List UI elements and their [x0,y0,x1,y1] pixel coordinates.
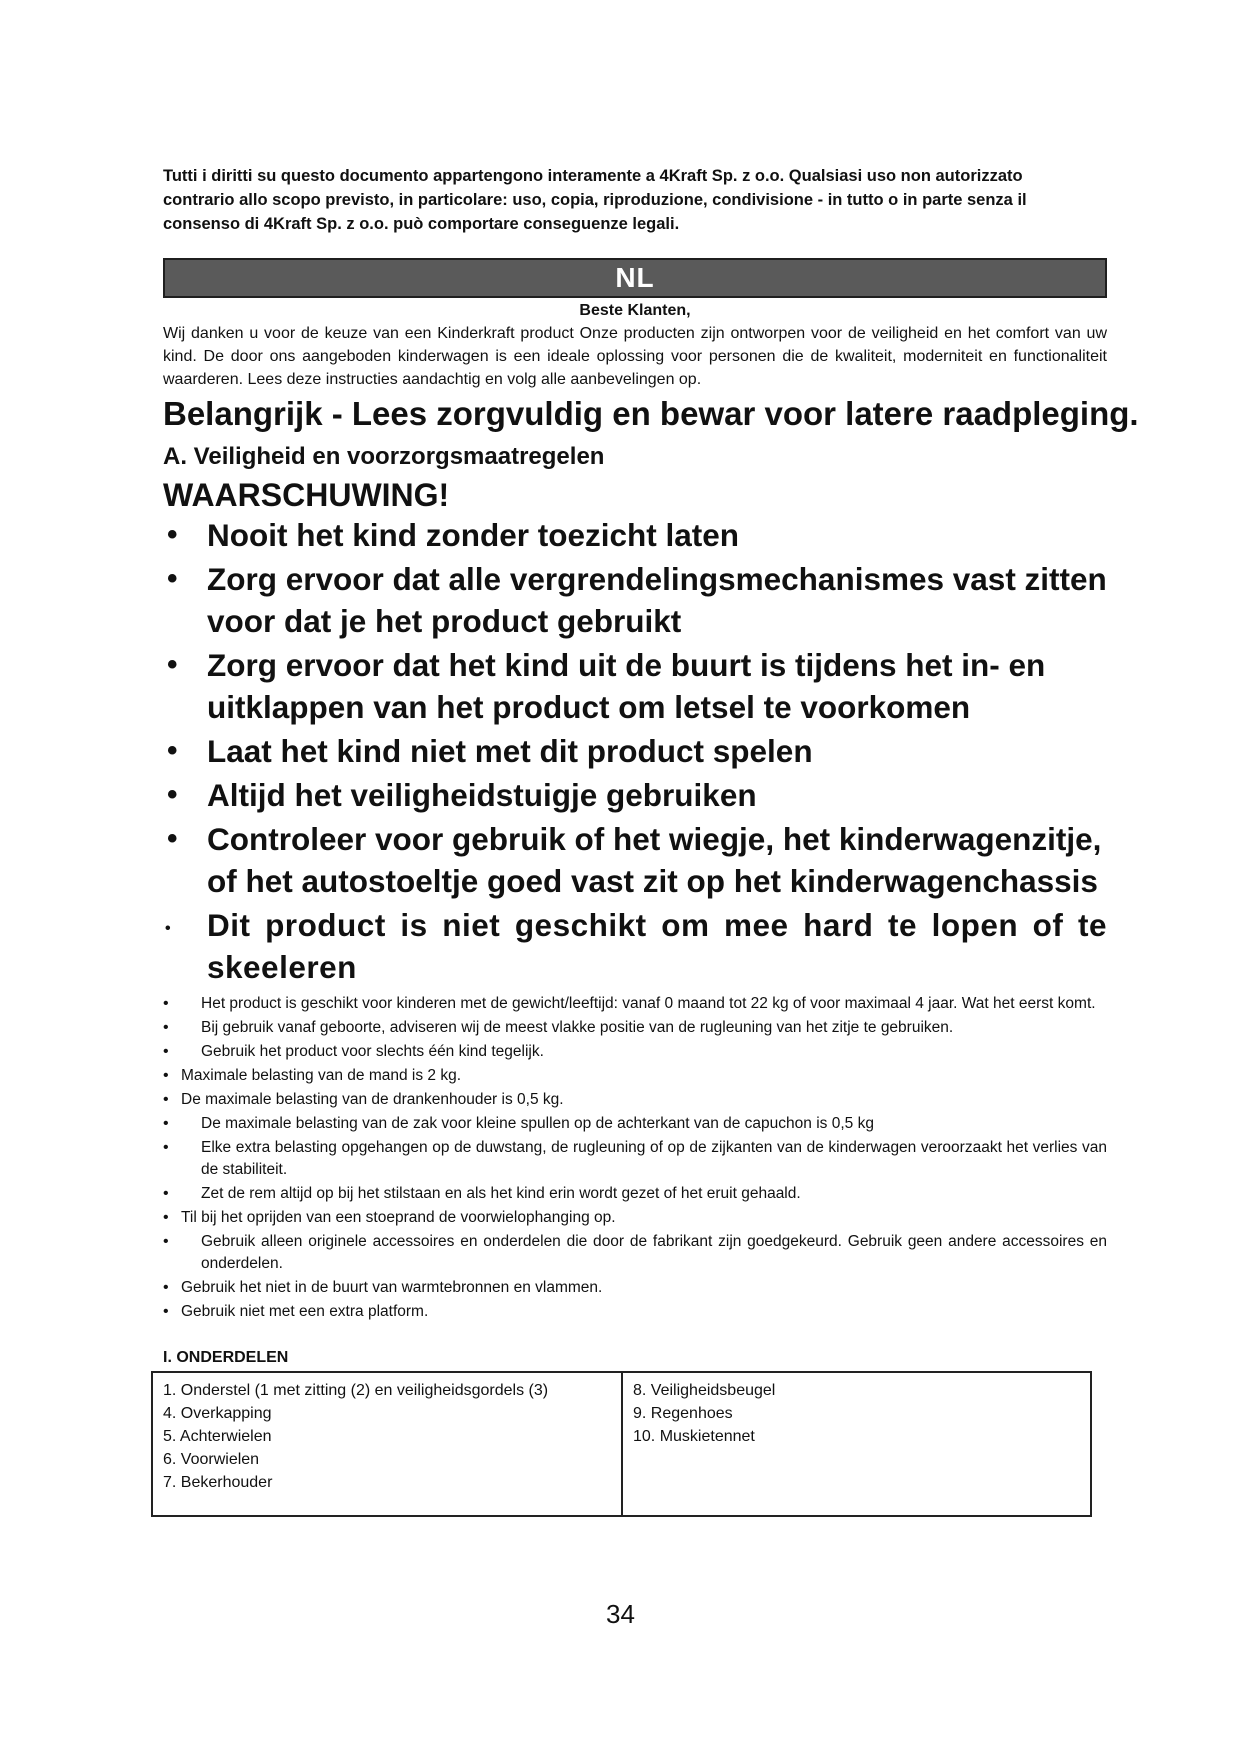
bullet-icon: • [163,1303,169,1320]
list-item: • Gebruik alleen originele accessoires en onderdelen die door de fabrikant zijn goedgekeurd. Gebruik geen andere accessoires en onderdelen. [163,1233,1107,1272]
bullet-icon: • [163,995,169,1012]
bullet-icon: • [163,1209,169,1226]
list-item: • Altijd het veiligheidstuigje gebruiken [163,774,1107,816]
bullet-icon: • [167,518,178,551]
parts-table [151,1371,1092,1517]
bullet-icon: • [163,1185,169,1202]
bullet-icon: • [167,734,178,767]
list-item: • Het product is geschikt voor kinderen met de gewicht/leeftijd: vanaf 0 maand tot 22 kg of voor maximaal 4 jaar. Wat het eerst komt. [163,993,1107,1015]
parts-item: 8. Veiligheidsbeugel [633,1382,776,1399]
parts-item: 1. Onderstel (1 met zitting (2) en veiligheidsgordels (3) [163,1382,549,1399]
bullet-icon: • [165,920,171,937]
list-item: • Zorg ervoor dat het kind uit de buurt is tijdens het in- en uitklappen van het product om letsel te voorkomen [163,644,1107,728]
list-item: • De maximale belasting van de zak voor kleine spullen op de achterkant van de capuchon is 0,5 kg [163,1113,1107,1135]
list-item: • Elke extra belasting opgehangen op de duwstang, de rugleuning of op de zijkanten van de kinderwagen veroorzaakt het verlies van de stabiliteit. [163,1139,1107,1178]
parts-column-left [153,1373,623,1515]
list-item: • Zorg ervoor dat alle vergrendelingsmechanismes vast zitten voor dat je het product gebruikt [163,558,1107,642]
language-banner [163,258,1107,298]
list-item: • Dit product is niet geschikt om mee hard te lopen of te skeeleren [165,907,1107,985]
bullet-icon: • [163,1139,169,1156]
bullet-icon: • [163,1279,169,1296]
bullet-icon: • [163,1091,169,1108]
parts-item: 4. Overkapping [163,1405,272,1422]
copyright-notice: Tutti i diritti su questo documento appartengono interamente a 4Kraft Sp. z o.o. Qualsiasi uso non autorizzato contrario allo scopo previsto, in particolare: uso, copia, riproduzione, condivisione - in tutto o in parte senza il consenso di 4Kraft Sp. z o.o. può comportare conseguenze legali. [163,167,1027,233]
parts-item: 7. Bekerhouder [163,1474,273,1491]
list-item: • Maximale belasting van de mand is 2 kg. [163,1065,1107,1087]
list-item: • Nooit het kind zonder toezicht laten [163,514,1107,556]
page-number: 34 [606,1599,635,1629]
bullet-icon: • [167,778,178,811]
parts-item: 9. Regenhoes [633,1405,733,1422]
parts-item: 6. Voorwielen [163,1451,260,1468]
list-item: • Laat het kind niet met dit product spelen [163,730,1107,772]
list-item: • Til bij het oprijden van een stoeprand de voorwielophanging op. [163,1207,1107,1229]
minor-warnings-list [163,993,1107,1325]
list-item: • Zet de rem altijd op bij het stilstaan en als het kind erin wordt gezet of het eruit gehaald. [163,1183,1107,1205]
parts-item: 10. Muskietennet [633,1428,755,1445]
intro-paragraph: Wij danken u voor de keuze van een Kinderkraft product Onze producten zijn ontworpen voor de veiligheid en het comfort van uw kind. De door ons aangeboden kinderwagen is een ideale oplossing voor personen die de kwaliteit, moderniteit en functionaliteit waarderen. Lees deze instructies aandachtig en volg alle aanbevelingen op. [163,325,1107,388]
list-item: • Controleer voor gebruik of het wiegje, het kinderwagenzitje, of het autostoeltje goed vast zit op het kinderwagenchassis [163,818,1107,902]
list-item: • De maximale belasting van de drankenhouder is 0,5 kg. [163,1089,1107,1111]
parts-item: 5. Achterwielen [163,1428,272,1445]
bullet-icon: • [167,822,178,855]
language-code: NL [615,262,655,293]
list-item: • Gebruik niet met een extra platform. [163,1301,1107,1323]
warning-title: WAARSCHUWING! [163,477,450,513]
bullet-icon: • [167,562,178,595]
greeting: Beste Klanten, [579,302,691,319]
bullet-icon: • [163,1115,169,1132]
major-warnings-list [163,514,1107,990]
bullet-icon: • [163,1233,169,1250]
important-notice: Belangrijk - Lees zorgvuldig en bewar voor latere raadpleging. [163,395,1139,432]
bullet-icon: • [163,1019,169,1036]
section-a-title: A. Veiligheid en voorzorgsmaatregelen [163,443,605,470]
list-item: • Bij gebruik vanaf geboorte, adviseren wij de meest vlakke positie van de rugleuning van het zitje te gebruiken. [163,1017,1107,1039]
bullet-icon: • [163,1067,169,1084]
bullet-icon: • [163,1043,169,1060]
bullet-icon: • [167,648,178,681]
parts-heading: I. ONDERDELEN [163,1349,289,1366]
parts-column-right [623,1373,1090,1515]
list-item: • Gebruik het product voor slechts één kind tegelijk. [163,1041,1107,1063]
list-item: • Gebruik het niet in de buurt van warmtebronnen en vlammen. [163,1277,1107,1299]
